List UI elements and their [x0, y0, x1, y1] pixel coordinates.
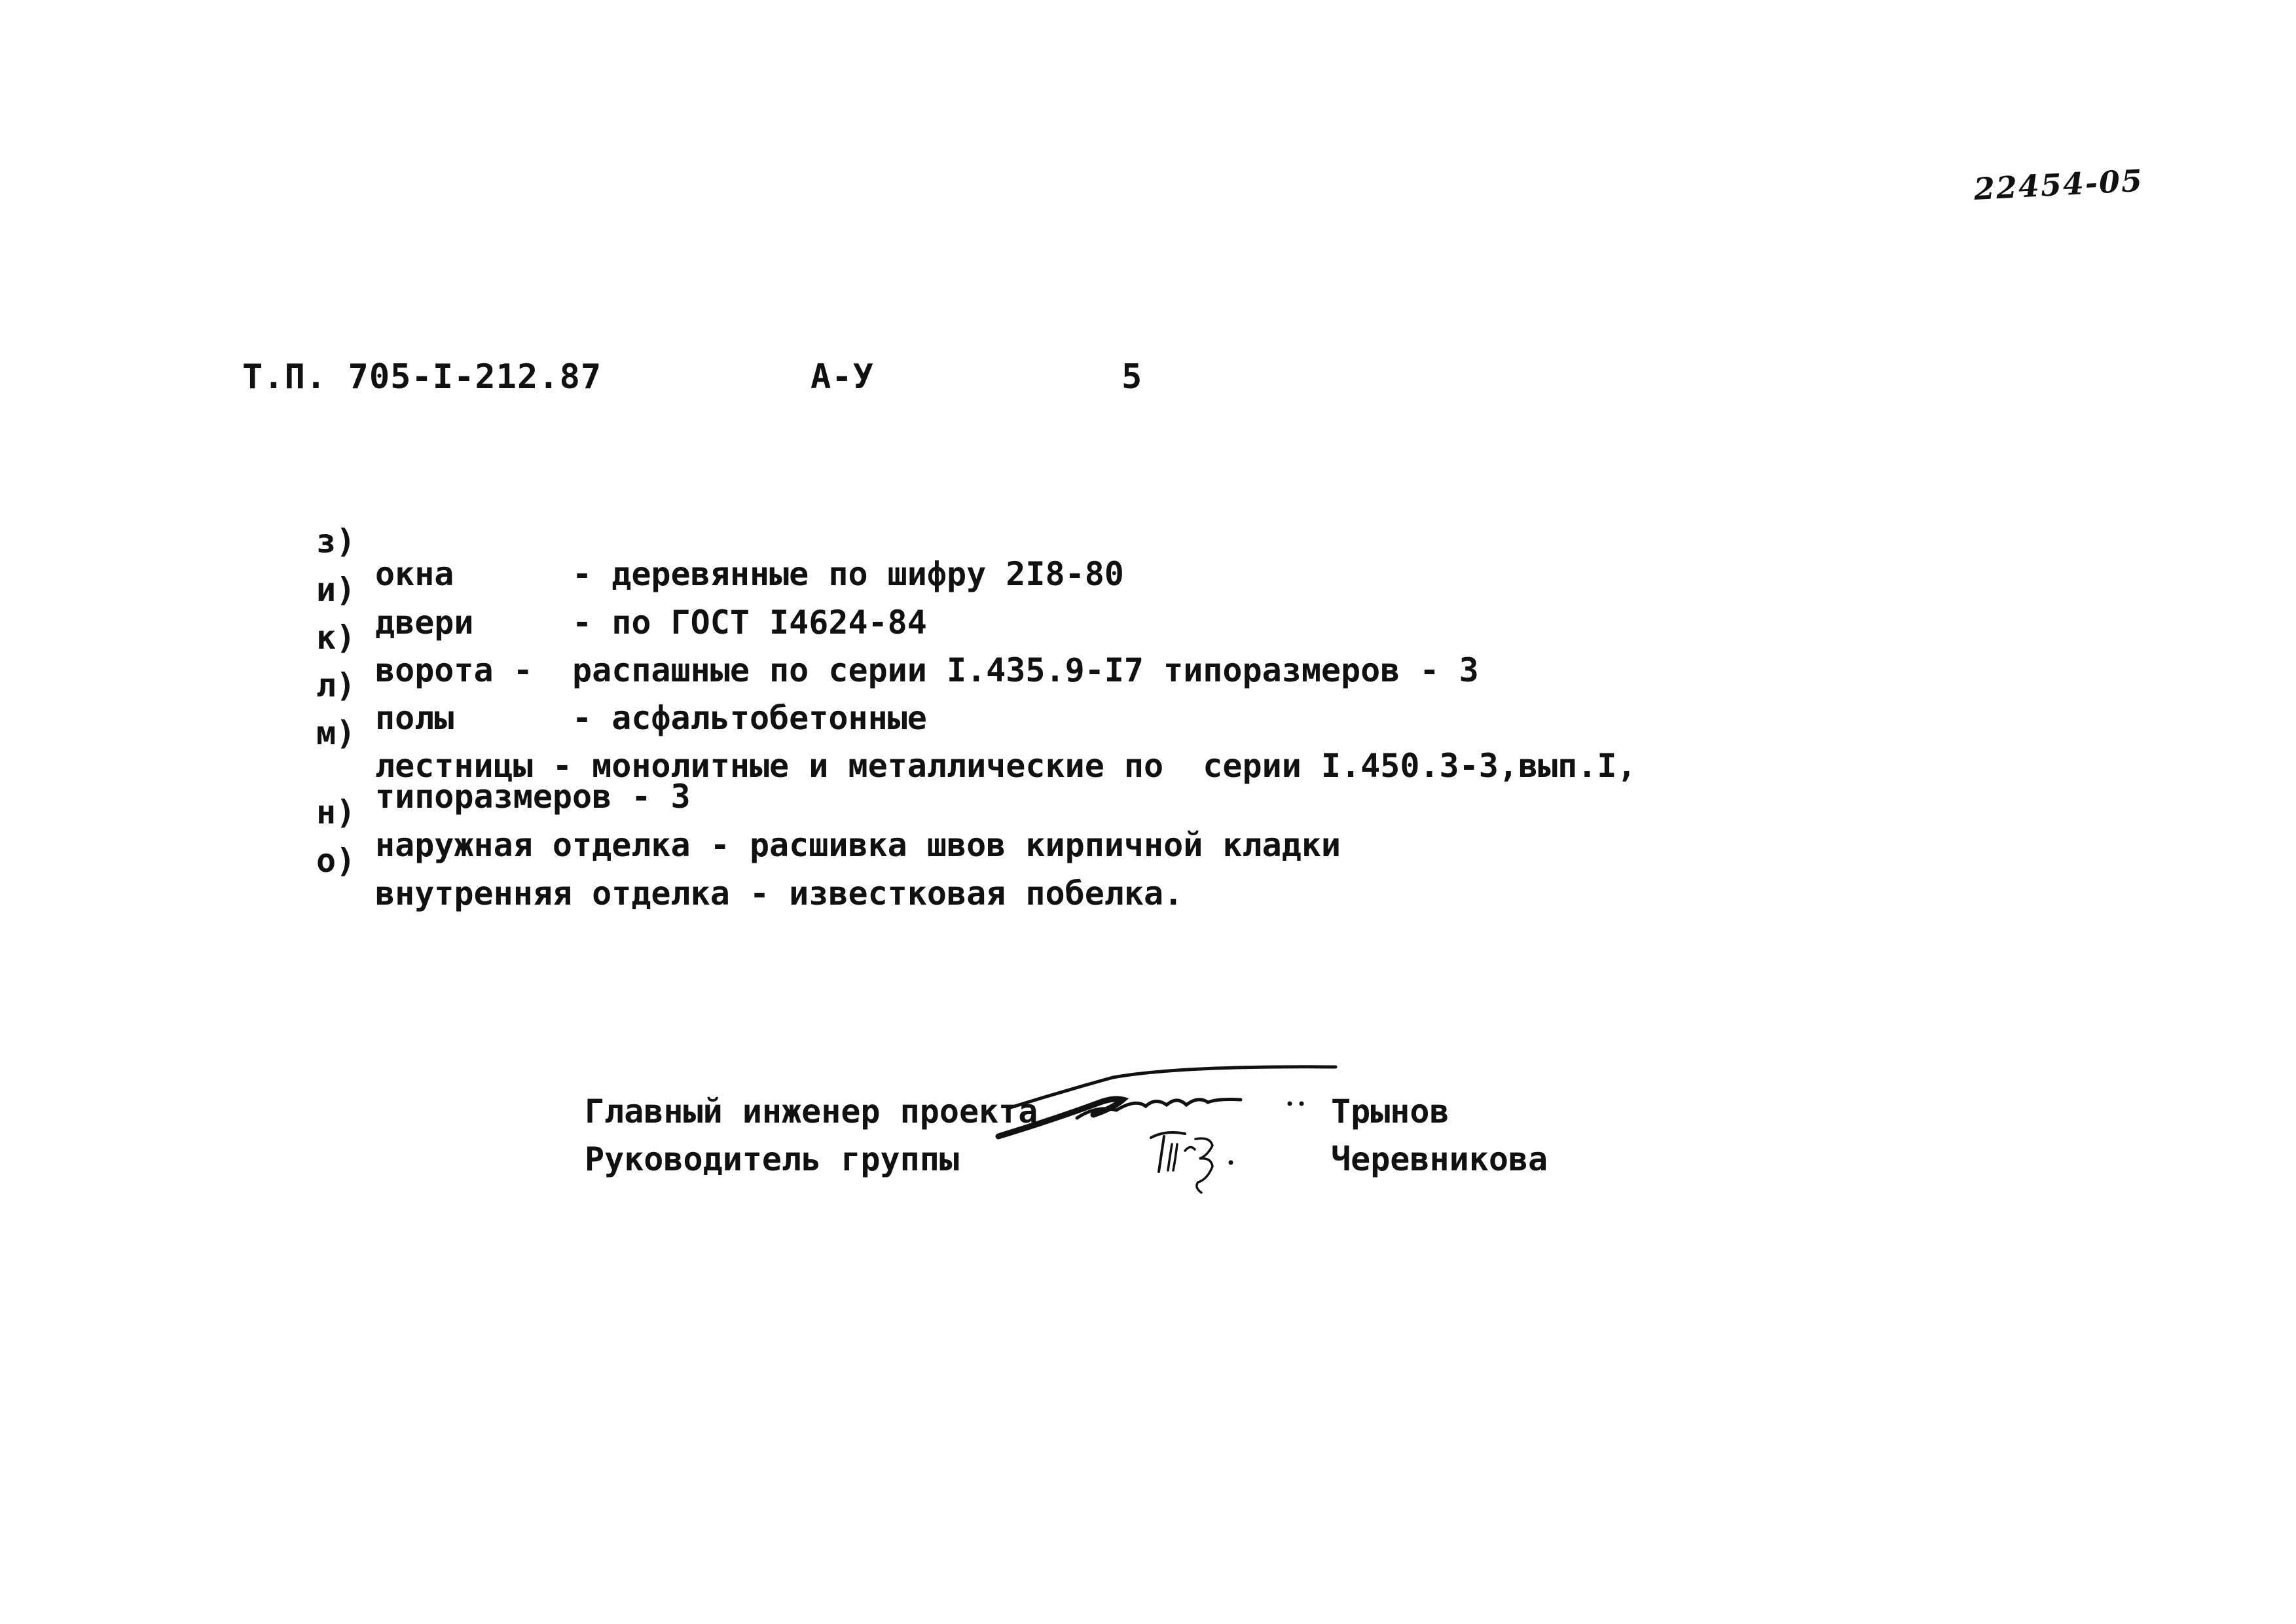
- document-code: Т.П. 705-I-212.87: [242, 357, 602, 397]
- group-leader-name: Черевникова: [1331, 1140, 1548, 1178]
- group-leader-signature: [1139, 1125, 1270, 1203]
- list-item-text: ворота - распашные по серии I.435.9-I7 типоразмеров - 3: [375, 651, 1479, 689]
- section-mark: А-У: [811, 357, 874, 397]
- page-number: 5: [1121, 357, 1143, 397]
- list-item-marker: з): [316, 522, 356, 560]
- chief-engineer-name: Трынов: [1331, 1092, 1449, 1130]
- list-item-marker: и): [316, 571, 356, 609]
- list-item-marker: о): [316, 842, 356, 880]
- list-item-marker: л): [316, 666, 356, 704]
- list-item-marker: н): [316, 793, 356, 831]
- list-item-marker: к): [316, 619, 356, 657]
- list-item-text: полы - асфальтобетонные: [375, 699, 927, 737]
- list-item-marker: м): [316, 714, 356, 752]
- list-item-text: наружная отделка - расшивка швов кирпичной кладки: [375, 826, 1341, 864]
- chief-engineer-role: Главный инженер проекта: [585, 1092, 1038, 1130]
- archive-number: 22454-05: [1973, 162, 2145, 207]
- list-item-text: окна - деревянные по шифру 2I8-80: [375, 555, 1124, 593]
- group-leader-role: Руководитель группы: [585, 1140, 959, 1178]
- list-item-text: лестницы - монолитные и металлические по серии I.450.3-3,вып.I,: [375, 747, 1637, 785]
- list-item-text: внутренняя отделка - известковая побелка.: [375, 875, 1184, 912]
- list-item-text: двери - по ГОСТ I4624-84: [375, 604, 927, 641]
- list-item-text: типоразмеров - 3: [375, 778, 691, 816]
